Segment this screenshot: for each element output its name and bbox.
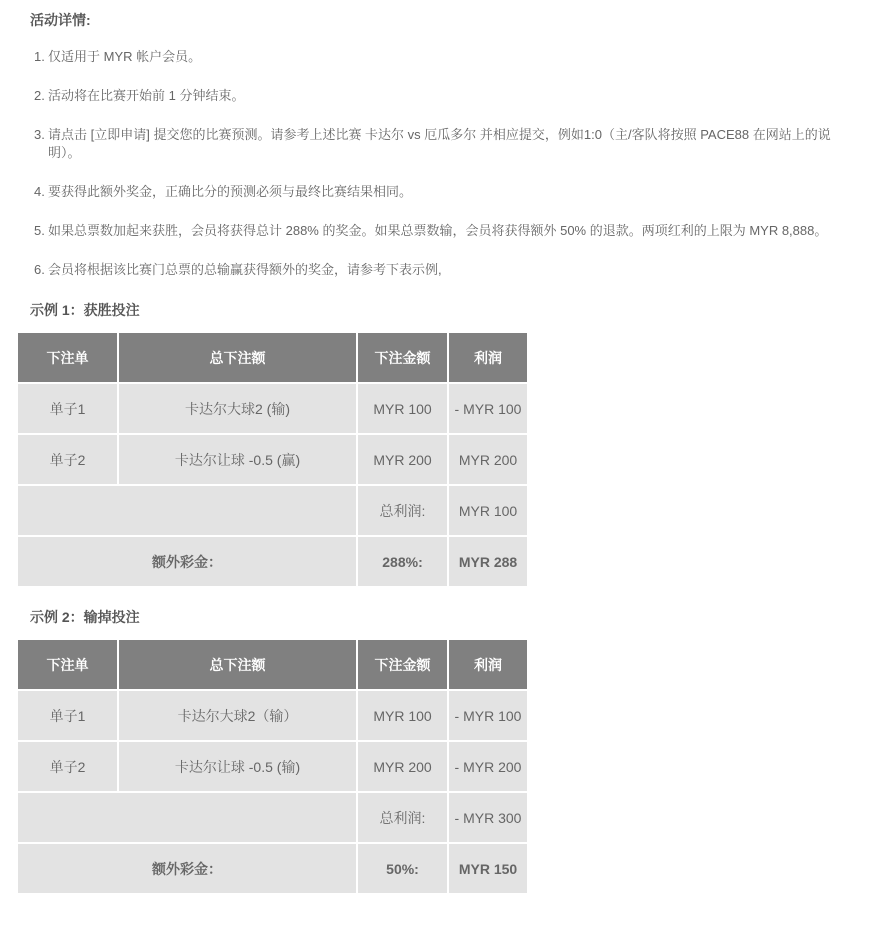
profit-cell: - MYR 100 <box>449 691 527 740</box>
term-item-2 <box>34 87 844 105</box>
total-label-cell: 总利润: <box>358 793 447 842</box>
column-header-stake: 下注金额 <box>358 333 447 382</box>
profit-cell: MYR 200 <box>449 435 527 484</box>
column-header-selection: 总下注额 <box>119 333 356 382</box>
term-number: 5. <box>34 223 45 238</box>
profit-cell: - MYR 100 <box>449 384 527 433</box>
empty-cell <box>18 793 356 842</box>
table-row <box>18 435 527 484</box>
term-number: 6. <box>34 262 45 277</box>
example-2-table <box>16 638 529 895</box>
term-number: 1. <box>34 49 45 64</box>
column-header-bet-id: 下注单 <box>18 333 117 382</box>
bonus-label-cell: 额外彩金： <box>18 844 356 893</box>
bonus-rate-cell: 50%: <box>358 844 447 893</box>
term-item-6 <box>34 261 844 279</box>
stake-cell: MYR 200 <box>358 435 447 484</box>
term-text: 如果总票数加起来获胜，会员将获得总计 288% 的奖金。如果总票数输，会员将获得额外 50% 的退款。两项红利的上限为 MYR 8,888。 <box>48 223 828 238</box>
example-2-title: 示例 2：输掉投注 <box>30 609 140 625</box>
total-value-cell: MYR 100 <box>449 486 527 535</box>
column-header-stake: 下注金额 <box>358 640 447 689</box>
term-text: 活动将在比赛开始前 1 分钟结束。 <box>48 88 245 103</box>
term-text: 会员将根据该比赛门总票的总输赢获得额外的奖金，请参考下表示例, <box>48 262 442 277</box>
profit-cell: - MYR 200 <box>449 742 527 791</box>
total-row <box>18 486 527 535</box>
term-item-1 <box>34 48 844 66</box>
selection-cell: 卡达尔大球2 (输) <box>119 384 356 433</box>
term-item-4 <box>34 183 844 201</box>
bet-id-cell: 单子1 <box>18 691 117 740</box>
table-row <box>18 742 527 791</box>
example-1-table <box>16 331 529 588</box>
term-text: 要获得此额外奖金，正确比分的预测必须与最终比赛结果相同。 <box>48 184 413 199</box>
stake-cell: MYR 100 <box>358 691 447 740</box>
term-item-3 <box>34 126 844 162</box>
term-text: 仅适用于 MYR 帐户会员。 <box>48 49 202 64</box>
selection-cell: 卡达尔大球2（输） <box>119 691 356 740</box>
table-row <box>18 691 527 740</box>
bet-id-cell: 单子2 <box>18 742 117 791</box>
bonus-value-cell: MYR 150 <box>449 844 527 893</box>
total-label-cell: 总利润: <box>358 486 447 535</box>
term-number: 3. <box>34 127 45 142</box>
stake-cell: MYR 200 <box>358 742 447 791</box>
total-value-cell: - MYR 300 <box>449 793 527 842</box>
bet-id-cell: 单子1 <box>18 384 117 433</box>
bonus-value-cell: MYR 288 <box>449 537 527 586</box>
term-item-5 <box>34 222 844 240</box>
total-row <box>18 793 527 842</box>
term-number: 4. <box>34 184 45 199</box>
page-title: 活动详情: <box>30 12 91 28</box>
column-header-profit: 利润 <box>449 640 527 689</box>
terms-list <box>34 48 844 279</box>
term-number: 2. <box>34 88 45 103</box>
header-row <box>18 640 527 689</box>
bet-id-cell: 单子2 <box>18 435 117 484</box>
example-1-title: 示例 1：获胜投注 <box>30 302 140 318</box>
column-header-profit: 利润 <box>449 333 527 382</box>
column-header-bet-id: 下注单 <box>18 640 117 689</box>
bonus-row <box>18 844 527 893</box>
term-text: 请点击 [立即申请] 提交您的比赛预测。请参考上述比赛 卡达尔 vs 厄瓜多尔 并相应提交，例如1:0（主/客队将按照 PACE88 在网站上的说明）。 <box>48 127 831 160</box>
selection-cell: 卡达尔让球 -0.5 (输) <box>119 742 356 791</box>
header-row <box>18 333 527 382</box>
empty-cell <box>18 486 356 535</box>
table-row <box>18 384 527 433</box>
bonus-rate-cell: 288%: <box>358 537 447 586</box>
bonus-label-cell: 额外彩金： <box>18 537 356 586</box>
column-header-selection: 总下注额 <box>119 640 356 689</box>
selection-cell: 卡达尔让球 -0.5 (赢) <box>119 435 356 484</box>
promo-details-page <box>0 10 875 895</box>
bonus-row <box>18 537 527 586</box>
stake-cell: MYR 100 <box>358 384 447 433</box>
